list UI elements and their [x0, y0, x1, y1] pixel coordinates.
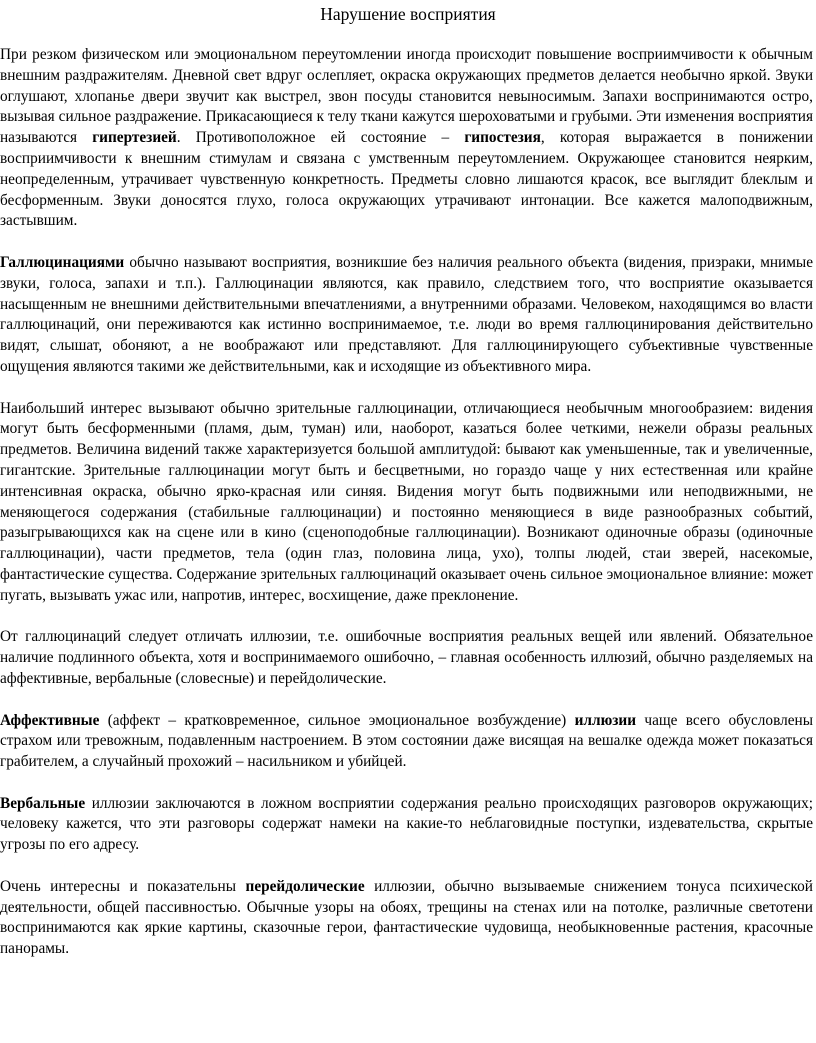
paragraph-text: Наибольший интерес вызывают обычно зрительные галлюцинации, отличающиеся необычным многообразием: видения могут быть бесформенными (пламя, дым, туман) или, наоборот, казаться более четкими, нежели образы реальных предметов. Величина видений также характеризуется большой амплитудой: бывают как уменьшенные, так и увеличенные, гигантские. Зрительные галлюцинации могут быть и бесцветными, но гораздо чаще у них естественная или крайне интенсивная окраска, обычно ярко-красная или синяя. Видения могут быть подвижными или неподвижными, не меняющегося содержания (стабильные галлюцинации) и постоянно меняющиеся в виде разнообразных событий, разыгрывающихся как на сцене или в кино (сценоподобные галлюцинации). Возникают одиночные образы (одиночные галлюцинации), части предметов, тела (один глаз, половина лица, ухо), толпы людей, стаи зверей, насекомые, фантастические существа. Содержание зрительных галлюцинаций оказывает очень сильное эмоциональное влияние: может пугать, вызывать ужас или, напротив, интерес, восхищение, даже преклонение. — [0, 399, 813, 604]
paragraph-hyperesthesia — [0, 45, 813, 232]
paragraph-text: , которая выражается в понижении восприимчивости к внешним стимулам и связана с умственным переутомлением. Окружающее становится неярким, неопределенным, утрачивает чувственную конкретность. Предметы словно лишаются красок, все выглядит блеклым и бесформенным. Звуки доносятся глухо, голоса окружающих утрачивают интонации. Все кажется малоподвижным, застывшим. — [0, 129, 814, 230]
term-pareidolic: перейдолические — [245, 877, 365, 895]
paragraph-verbal-illusions — [0, 794, 813, 856]
document-title: Нарушение восприятия — [320, 4, 496, 24]
term-affective: Аффективные — [0, 711, 100, 729]
paragraph-text: . Противоположное ей состояние – — [176, 129, 465, 147]
paragraph-hallucinations — [0, 253, 813, 378]
paragraph-affective-illusions — [0, 711, 813, 773]
paragraph-text: От галлюцинаций следует отличать иллюзии, т.е. ошибочные восприятия реальных вещей или явлений. Обязательное наличие подлинного объекта, хотя и воспринимаемого ошибочно, – главная особенность иллюзий, обычно разделяемых на аффективные, вербальные (словесные) и перейдолические. — [0, 628, 813, 687]
paragraph-text: (аффект – кратковременное, сильное эмоциональное возбуждение) — [99, 711, 575, 729]
document-body — [0, 45, 816, 981]
term-hallucinations: Галлюцинациями — [0, 253, 125, 271]
paragraph-text: иллюзии заключаются в ложном восприятии содержания реально происходящих разговоров окружающих; человеку кажется, что эти разговоры содержат намеки на какие-то неблаговидные поступки, издевательства, скрытые угрозы по его адресу. — [0, 794, 813, 854]
term-hyperesthesia: гипертезией — [92, 129, 177, 147]
paragraph-pareidolic-illusions — [0, 877, 813, 960]
term-verbal: Вербальные — [0, 794, 86, 812]
paragraph-text: чаще всего обусловлены страхом или тревожным, подавленным настроением. В этом состоянии даже висящая на вешалке одежда может показаться грабителем, а случайный прохожий – насильником и убийцей. — [0, 711, 813, 771]
paragraph-text: Очень интересны и показательны — [0, 877, 246, 895]
paragraph-text: иллюзии, обычно вызываемые снижением тонуса психической деятельности, общей пассивностью. Обычные узоры на обоях, трещины на стенах или на потолке, различные светотени воспринимаются как яркие картины, сказочные герои, фантастические чудовища, необыкновенные растения, красочные панорамы. — [0, 877, 813, 958]
paragraph-text: При резком физическом или эмоциональном переутомлении иногда происходит повышение восприимчивости к обычным внешним раздражителям. Дневной свет вдруг ослепляет, окраска окружающих предметов делается необычно яркой. Звуки оглушают, хлопанье двери звучит как выстрел, звон посуды становится невыносимым. Запахи воспринимаются остро, вызывая сильное раздражение. Прикасающиеся к телу ткани кажутся шероховатыми и грубыми. Эти изменения восприятия называются — [0, 46, 813, 147]
term-illusions: иллюзии — [574, 711, 637, 729]
paragraph-visual-hallucinations — [0, 399, 813, 607]
paragraph-text: обычно называют восприятия, возникшие без наличия реального объекта (видения, призраки, мнимые звуки, голоса, запахи и т.п.). Галлюцинации являются, как правило, следствием того, что восприятие оказывается насыщенным не внешними действительными впечатлениями, а внутренними образами. Человеком, находящимся во власти галлюцинаций, они переживаются как истинно воспринимаемое, т.е. люди во время галлюцинирования действительно видят, слышат, обоняют, а не воображают или представляют. Для галлюцинирующего субъективные чувственные ощущения являются такими же действительными, как и исходящие из объективного мира. — [0, 253, 813, 375]
paragraph-illusions — [0, 627, 813, 689]
term-hypoesthesia: гипостезия — [464, 129, 541, 147]
